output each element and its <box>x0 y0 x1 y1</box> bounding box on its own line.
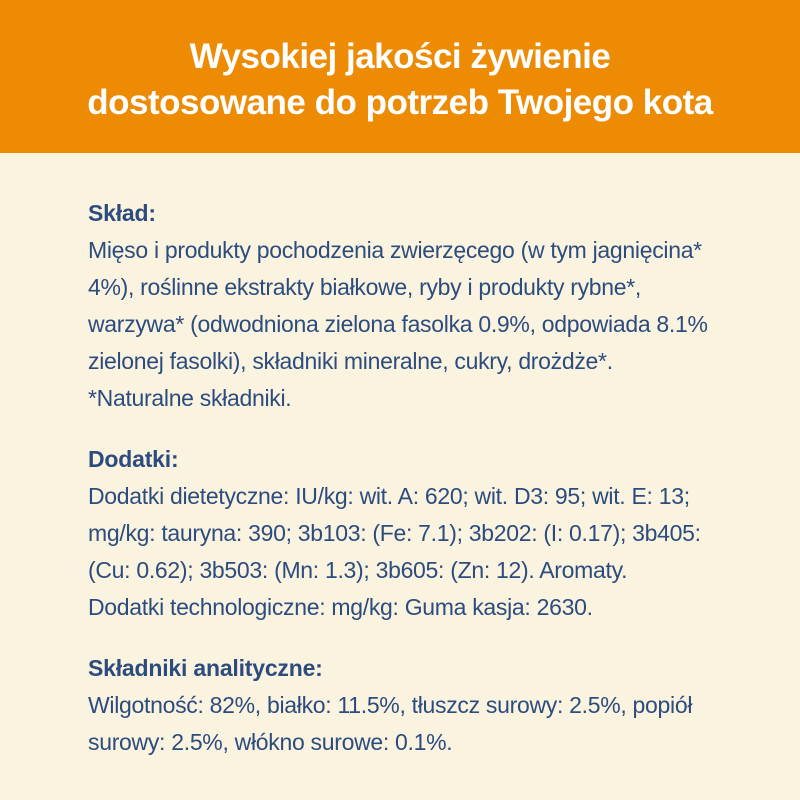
section-ingredients <box>88 195 712 417</box>
page-title-line2: dostosowane do potrzeb Twojego kota <box>87 82 713 122</box>
header-banner <box>0 0 800 153</box>
page-title-line1: Wysokiej jakości żywienie <box>189 36 611 76</box>
label-content <box>0 153 800 800</box>
section-heading-additives: Dodatki: <box>88 446 179 472</box>
section-additives <box>88 441 712 626</box>
section-heading-analytical: Składniki analityczne: <box>88 655 323 681</box>
section-analytical <box>88 650 712 761</box>
additives-dietary-text: Dodatki dietetyczne: IU/kg: wit. A: 620; wit. D3: 95; wit. E: 13; mg/kg: tauryna: 390; 3b103: (Fe: 7.1); 3b202: (I: 0.17); 3b405: (Cu: 0.62); 3b503: (Mn: 1.3); 3b605: (Zn: 12). Aromaty. <box>88 483 701 583</box>
ingredients-text: Mięso i produkty pochodzenia zwierzęcego (w tym jagnięcina* 4%), roślinne ekstrakty białkowe, ryby i produkty rybne*, warzywa* (odwodniona zielona fasolka 0.9%, odpowiada 8.1% zielonej fasolki), składniki mineralne, cukry, drożdże*. *Naturalne składniki. <box>88 237 708 411</box>
section-heading-ingredients: Skład: <box>88 200 156 226</box>
additives-technological-text: Dodatki technologiczne: mg/kg: Guma kasja: 2630. <box>88 594 593 620</box>
analytical-text: Wilgotność: 82%, białko: 11.5%, tłuszcz surowy: 2.5%, popiół surowy: 2.5%, włókno surowe: 0.1%. <box>88 692 693 755</box>
